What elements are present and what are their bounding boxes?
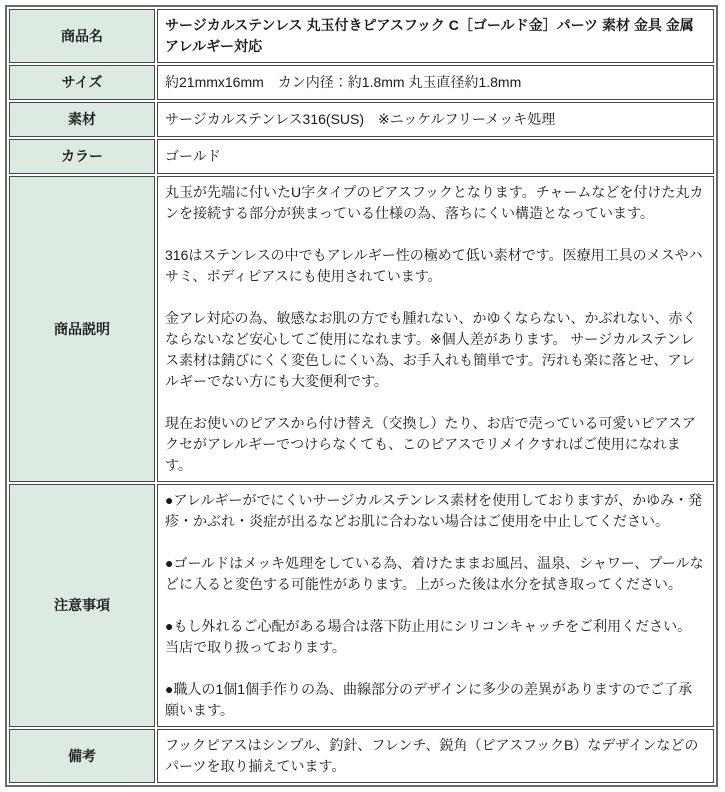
paragraph: ●職人の1個1個手作りの為、曲線部分のデザインに多少の差異がありますのでご了承願います。 (165, 681, 693, 718)
paragraph: フックピアスはシンプル、釣針、フレンチ、鋭角（ピアスフックB）なデザインなどのパーツを取り揃えています。 (165, 737, 699, 774)
table-row-product-name (9, 9, 714, 63)
table-row-size (9, 65, 714, 100)
row-label-description: 商品説明 (9, 176, 155, 482)
row-label-cautions: 注意事項 (9, 484, 155, 727)
row-content-cautions (157, 484, 714, 727)
paragraph: ゴールド (165, 148, 221, 164)
row-label-material: 素材 (9, 102, 155, 137)
row-content-size (157, 65, 714, 100)
row-content-color (157, 139, 714, 174)
product-spec-table (5, 5, 718, 787)
row-content-product-name (157, 9, 714, 63)
paragraph: サージカルステンレス316(SUS) ※ニッケルフリーメッキ処理 (165, 111, 556, 127)
row-content-description (157, 176, 714, 482)
paragraph: ●アレルギーがでにくいサージカルステンレス素材を使用しておりますが、かゆみ・発疹・かぶれ・炎症が出るなどお肌に合わない場合はご使用を中止してください。 (165, 492, 703, 529)
row-label-color: カラー (9, 139, 155, 174)
paragraph: ●ゴールドはメッキ処理をしている為、着けたままお風呂、温泉、シャワー、プールなどに入ると変色する可能性があります。上がった後は水分を拭き取ってください。 (165, 555, 704, 592)
paragraph: 現在お使いのピアスから付け替え（交換し）たり、お店で売っている可愛いピアスアクセがアレルギーでつけらなくても、このピアスでリメイクすればご使用になれます。 (165, 415, 696, 473)
paragraph: 316はステンレスの中でもアレルギー性の極めて低い素材です。医療用工具のメスやハサミ、ボディピアスにも使用されています。 (165, 247, 703, 284)
paragraph: サージカルステンレス 丸玉付きピアスフック C［ゴールド金］パーツ 素材 金具 金属アレルギー対応 (165, 17, 694, 54)
row-content-material (157, 102, 714, 137)
paragraph: 金アレ対応の為、敏感なお肌の方でも腫れない、かゆくならない、かぶれない、赤くならないなど安心してご使用になれます。※個人差があります。 サージカルステンレス素材は錆びにくく変色しにくい為、お手入れも簡単です。汚れも楽に落とせ、アレルギーでない方にも大変便利です。 (165, 310, 697, 389)
table-row-material (9, 102, 714, 137)
row-label-remarks: 備考 (9, 729, 155, 783)
table-row-cautions (9, 484, 714, 727)
table-row-description (9, 176, 714, 482)
row-content-remarks (157, 729, 714, 783)
row-label-product-name: 商品名 (9, 9, 155, 63)
row-label-size: サイズ (9, 65, 155, 100)
paragraph: ●もし外れるご心配がある場合は落下防止用にシリコンキャッチをご利用ください。当店で取り扱っております。 (165, 618, 692, 655)
table-row-color (9, 139, 714, 174)
paragraph: 約21mmx16mm カン内径：約1.8mm 丸玉直径約1.8mm (165, 74, 522, 90)
paragraph: 丸玉が先端に付いたU字タイプのピアスフックとなります。チャームなどを付けた丸カンを接続する部分が狭まっている仕様の為、落ちにくい構造となっています。 (165, 184, 704, 221)
table-row-remarks (9, 729, 714, 783)
